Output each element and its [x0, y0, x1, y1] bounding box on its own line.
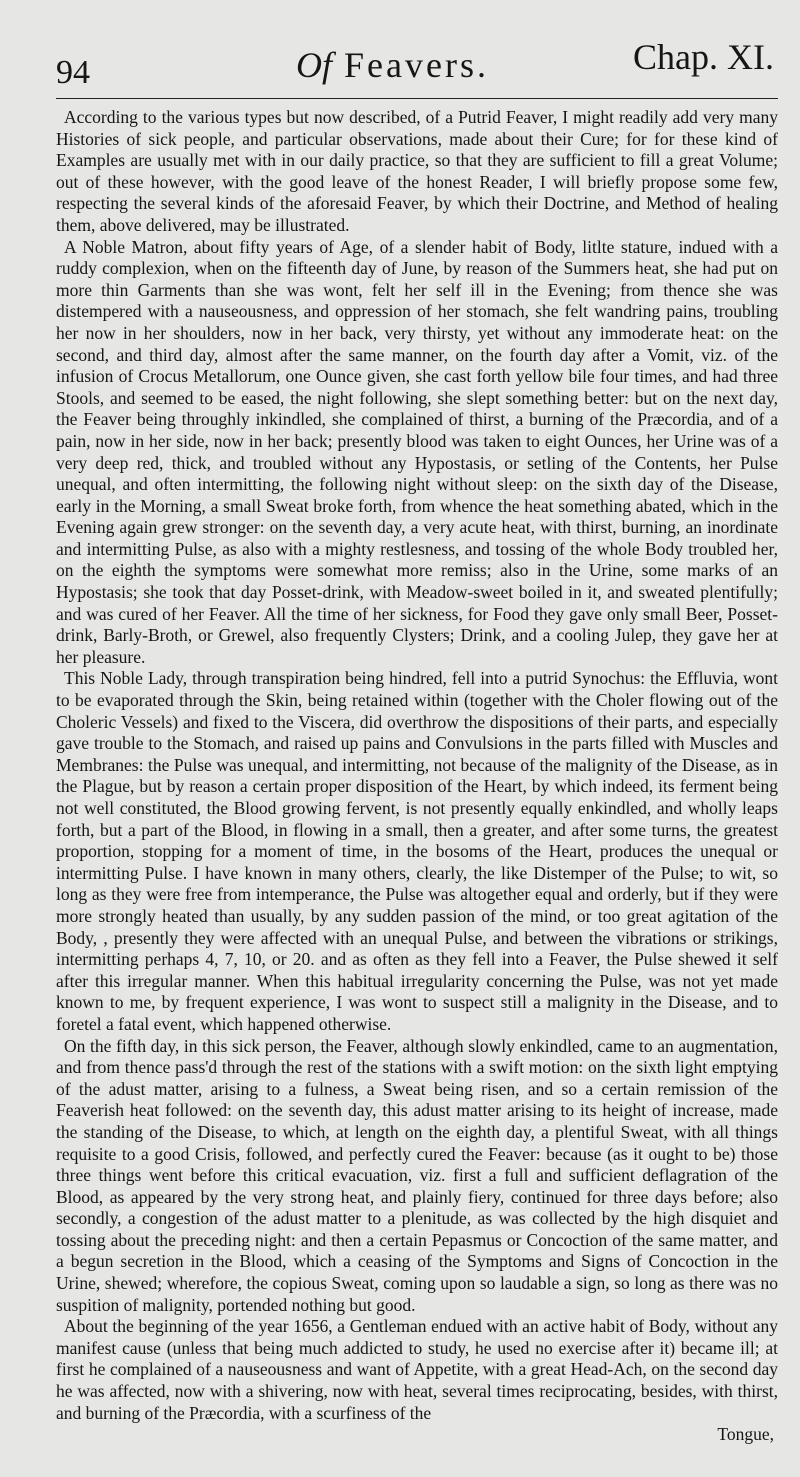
running-title-of: Of — [296, 45, 332, 85]
paragraph: This Noble Lady, through transpiration being hindred, fell into a putrid Synochus: the Effluvia, wont to be evaporated through the Skin, being retained within (together with the Choler flowing out of the Choleric Vessels) and fixed to the Viscera, did overthrow the dispositions of their parts, and especially gave trouble to the Stomach, and raised up pains and Convulsions in the parts filled with Muscles and Membranes: the Pulse was unequal, and intermitting, not because of the malignity of the Disease, as in the Plague, but by reason a certain proper disposition of the Heart, by which indeed, its ferment being not well constituted, the Blood growing fervent, is not presently equally enkindled, and wholly leaps forth, but a part of the Blood, in flowing in a small, then a greater, and after some turns, the greatest proportion, stopping for a moment of time, in the bosoms of the Heart, produces the unequal or intermitting Pulse. I have known in many others, clearly, the like Distemper of the Pulse; to wit, so long as they were free from intemperance, the Pulse was altogether equal and orderly, but if they were more strongly heated than usually, by any sudden passion of the mind, or too great agitation of the Body, , presently they were affected with an unequal Pulse, and between the vibrations or strikings, intermitting perhaps 4, 7, 10, or 20. and as often as they fell into a Feaver, the Pulse shewed it self after this irregular manner. When this habitual irregularity concerning the Pulse, was not yet made known to me, by frequent experience, I was wont to suspect still a malignity in the Disease, and to foretel a fatal event, which happened otherwise. — [56, 668, 778, 1034]
paragraph: According to the various types but now described, of a Putrid Feaver, I might readily add very many Histories of sick people, and particular observations, made about their Cure; for for these kind of Examples are usually met with in our daily practice, so that they are sufficient to fill a great Volume; out of these however, with the good leave of the honest Reader, I will briefly propose some few, respecting the several kinds of the aforesaid Feaver, by which their Doctrine, and Method of healing them, above delivered, may be illustrated. — [56, 107, 778, 235]
running-title — [296, 44, 489, 86]
paragraph: About the beginning of the year 1656, a Gentleman endued with an active habit of Body, without any manifest cause (unless that being much addicted to study, he used no exercise after it) became ill; at first he complained of a nauseousness and want of Appetite, with a great Head-Ach, on the second day he was affected, now with a shivering, now with heat, several times reciprocating, besides, with thirst, and burning of the Præcordia, with a scurfiness of the — [56, 1316, 778, 1423]
paragraph: On the fifth day, in this sick person, the Feaver, although slowly enkindled, came to an augmentation, and from thence pass'd through the rest of the stations with a swift motion: on the sixth light emptying of the adust matter, arising to a fulness, a Sweat being risen, and so a certain remission of the Feaverish heat followed: on the seventh day, this adust matter arising to its height of increase, made the standing of the Disease, to which, at length on the eighth day, a plentiful Sweat, with all things requisite to a good Crisis, followed, and perfectly cured the Feaver: because (as it ought to be) those three things went before this critical evacuation, viz. first a full and sufficient deflagration of the Blood, as appeared by the very strong heat, and plainly fiery, continued for three days before; also secondly, a congestion of the adust matter to a plenitude, as was collected by the high disquiet and tossing about the preceding night: and then a certain Pepasmus or Concoction of the same matter, and a begun secretion in the Blood, which a ceasing of the Symptoms and Signs of Concoction in the Urine, shewed; wherefore, the copious Sweat, coming upon so laudable a sign, so long as there was no suspition of malignity, portended nothing but good. — [56, 1035, 778, 1315]
running-title-rest: Feavers. — [344, 45, 489, 85]
body-text — [56, 107, 778, 1424]
page-number: 94 — [56, 54, 90, 91]
paragraph: A Noble Matron, about fifty years of Age, of a slender habit of Body, litlte stature, indued with a ruddy complexion, when on the fifteenth day of June, by reason of the Summers heat, she had put on more thin Garments than she was wont, felt her self ill in the Evening; from thence she was distempered with a nauseousness, and oppression of her stomach, she felt wandring pains, troubling her now in her shoulders, now in her back, very thirsty, yet without any immoderate heat: on the second, and third day, almost after the same manner, on the fourth day after a Vomit, viz. of the infusion of Crocus Metallorum, one Ounce given, she cast forth yellow bile four times, and had three Stools, and seemed to be eased, the night following, she slept something better: but on the next day, the Feaver being throughly inkindled, she complained of thirst, a burning of the Præcordia, and of a pain, now in her side, now in her back; presently blood was taken to eight Ounces, her Urine was of a very deep red, thick, and troubled without any Hypostasis, or setling of the Contents, her Pulse unequal, and often intermitting, the following night without sleep: on the sixth day of the Disease, early in the Morning, a small Sweat broke forth, from whence the heat something abated, which in the Evening again grew stronger: on the seventh day, a very acute heat, with thirst, burning, an inordinate and intermitting Pulse, as also with a mighty restlesness, and tossing of the whole Body troubled her, on the eighth the symptoms were somewhat more remiss; also in the Urine, some marks of an Hypostasis; she took that day Posset-drink, with Meadow-sweet boiled in it, and sweated plentifully; and was cured of her Feaver. All the time of her sickness, for Food they gave only small Beer, Posset-drink, Barly-Broth, or Grewel, also frequently Clysters; Drink, and a cooling Julep, they gave her at her pleasure. — [56, 236, 778, 667]
catchword: Tongue, — [717, 1424, 774, 1445]
chapter-heading: Chap. XI. — [633, 37, 774, 77]
running-header — [56, 32, 778, 99]
